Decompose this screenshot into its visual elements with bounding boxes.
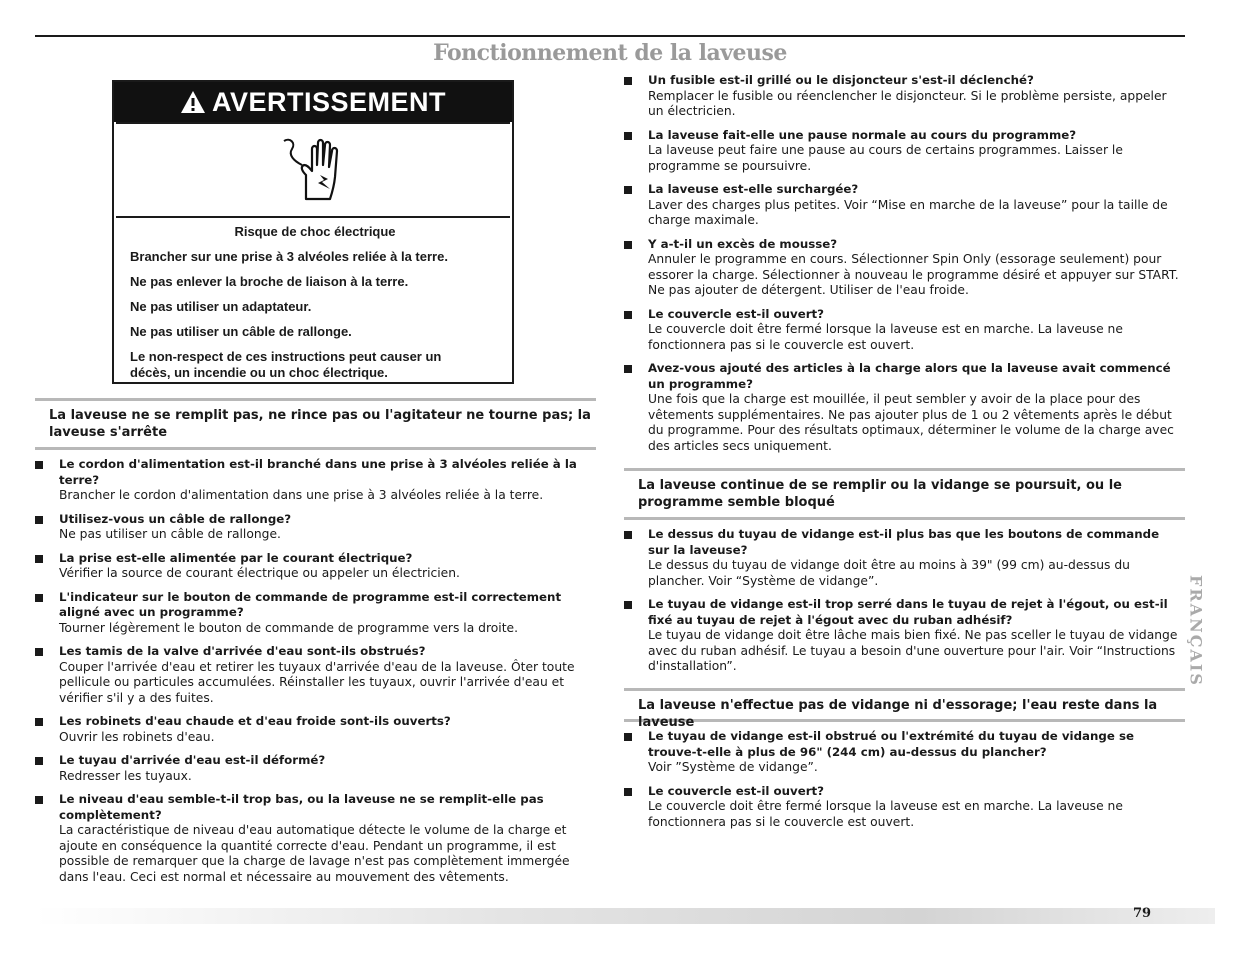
bullet-icon: [35, 718, 43, 726]
section-heading-no-fill: La laveuse ne se remplit pas, ne rince pas ou l'agitateur ne tourne pas; la laveuse s'arrête: [35, 398, 596, 450]
list-item: [624, 527, 1184, 589]
list-item: [624, 361, 1184, 454]
item-question: Le couvercle est-il ouvert?: [648, 783, 825, 798]
section-heading-continues-filling: La laveuse continue de se remplir ou la vidange se poursuit, ou le programme semble bloqué: [624, 468, 1185, 520]
list-item: [624, 128, 1184, 175]
warning-text: [114, 218, 512, 381]
item-answer: La laveuse peut faire une pause au cours de certains programmes. Laisser le programme se poursuivre.: [648, 143, 1123, 173]
item-question: La laveuse fait-elle une pause normale au cours du programme?: [648, 127, 1077, 142]
list-item: [35, 792, 595, 885]
item-question: Le tuyau de vidange est-il obstrué ou l'extrémité du tuyau de vidange se trouve-t-elle à plus de 96" (244 cm) au-dessus du plancher?: [648, 729, 1134, 759]
right-section-2-items: [624, 729, 1184, 838]
bullet-icon: [35, 796, 43, 804]
list-item: [35, 590, 595, 637]
bullet-icon: [624, 601, 632, 609]
item-question: Les tamis de la valve d'arrivée d'eau sont-ils obstrués?: [59, 644, 426, 658]
item-question: Le dessus du tuyau de vidange est-il plus bas que les boutons de commande sur la laveuse?: [648, 527, 1160, 557]
item-question: Les robinets d'eau chaude et d'eau froide sont-ils ouverts?: [59, 714, 451, 728]
item-answer: Remplacer le fusible ou réenclencher le disjoncteur. Si le problème persiste, appeler un électricien.: [648, 88, 1167, 118]
item-question: Avez-vous ajouté des articles à la charge alors que la laveuse avait commencé un programme?: [648, 361, 1171, 391]
warning-line: Ne pas utiliser un câble de rallonge.: [130, 324, 352, 339]
item-answer: Le tuyau de vidange doit être lâche mais bien fixé. Ne pas sceller le tuyau de vidange avec du ruban adhésif. Le tuyau a besoin d'une ouverture pour l'air. Voir “Instructions d'installation”.: [648, 628, 1178, 673]
section-heading-no-drain: La laveuse n'effectue pas de vidange ni d'essorage; l'eau reste dans la laveuse: [624, 688, 1185, 722]
bullet-icon: [624, 77, 632, 85]
item-question: Y a-t-il un excès de mousse?: [648, 236, 838, 251]
bullet-icon: [35, 757, 43, 765]
bullet-icon: [624, 733, 632, 741]
item-question: Le niveau d'eau semble-t-il trop bas, ou la laveuse ne se remplit-elle pas complètement?: [59, 792, 544, 822]
right-section-1-items: [624, 527, 1184, 683]
item-question: Un fusible est-il grillé ou le disjoncteur s'est-il déclenché?: [648, 73, 1034, 87]
item-answer: Annuler le programme en cours. Sélectionner Spin Only (essorage seulement) pour essorer la charge. Sélectionner à nouveau le programme désiré et appuyer sur START. Ne pas ajouter de détergent. Utiliser de l'eau froide.: [648, 252, 1179, 297]
list-item: [624, 729, 1184, 776]
warning-icon-area: [116, 122, 510, 218]
list-item: [35, 512, 595, 543]
item-answer: Une fois que la charge est mouillée, il peut sembler y avoir de la place pour des vêtements supplémentaires. Ne pas ajouter plus de 1 ou 2 vêtements après le début du programme. Pour des résultats optimaux, déterminer le volume de la charge avec des articles secs uniquement.: [648, 392, 1174, 453]
warning-risk: Risque de choc électrique: [234, 224, 396, 239]
list-item: [35, 551, 595, 582]
item-question: Utilisez-vous un câble de rallonge?: [59, 511, 292, 526]
item-answer: Laver des charges plus petites. Voir “Mise en marche de la laveuse” pour la taille de charge maximale.: [648, 197, 1168, 227]
warning-line: Le non-respect de ces instructions peut causer un décès, un incendie ou un choc électrique.: [130, 349, 442, 380]
item-answer: Brancher le cordon d'alimentation dans une prise à 3 alvéoles reliée à la terre.: [59, 488, 544, 502]
bullet-icon: [35, 648, 43, 656]
item-question: Le tuyau de vidange est-il trop serré dans le tuyau de rejet à l'égout, ou est-il fixé au tuyau de rejet à l'égout avec du ruban adhésif?: [648, 597, 1168, 627]
item-answer: Le dessus du tuyau de vidange doit être au moins à 39" (99 cm) au-dessus du plancher. Voir “Système de vidange”.: [648, 558, 1130, 588]
bullet-icon: [624, 241, 632, 249]
language-side-tab: FRANÇAIS: [1186, 575, 1206, 687]
item-question: Le tuyau d'arrivée d'eau est-il déformé?: [59, 753, 326, 767]
item-answer: Ne pas utiliser un câble de rallonge.: [59, 527, 281, 541]
item-question: Le cordon d'alimentation est-il branché dans une prise à 3 alvéoles reliée à la terre?: [59, 457, 577, 487]
list-item: [624, 237, 1184, 299]
bullet-icon: [624, 788, 632, 796]
item-answer: Le couvercle doit être fermé lorsque la laveuse est en marche. La laveuse ne fonctionnera pas si le couvercle est ouvert.: [648, 799, 1123, 829]
page-title: Fonctionnement de la laveuse: [433, 40, 787, 66]
warning-box: [112, 80, 514, 384]
bullet-icon: [624, 531, 632, 539]
item-question: L'indicateur sur le bouton de commande de programme est-il correctement aligné avec un programme?: [59, 589, 562, 619]
item-answer: Voir ”Système de vidange”.: [648, 760, 818, 774]
list-item: [35, 714, 595, 745]
list-item: [624, 597, 1184, 675]
right-top-items: [624, 73, 1184, 462]
warning-title: AVERTISSEMENT: [211, 86, 447, 117]
list-item: [624, 784, 1184, 831]
warning-line: Brancher sur une prise à 3 alvéoles reliée à la terre.: [130, 249, 448, 264]
warning-line: Ne pas utiliser un adaptateur.: [130, 299, 312, 314]
top-rule: [35, 35, 1185, 37]
electric-shock-hand-icon: [280, 135, 346, 205]
left-items: [35, 457, 595, 893]
bottom-gradient-bar: [35, 908, 1215, 924]
bullet-icon: [35, 461, 43, 469]
item-question: La laveuse est-elle surchargée?: [648, 182, 859, 196]
item-answer: Tourner légèrement le bouton de commande de programme vers la droite.: [59, 620, 518, 635]
warning-line: Ne pas enlever la broche de liaison à la terre.: [130, 274, 409, 289]
item-answer: Couper l'arrivée d'eau et retirer les tuyaux d'arrivée d'eau de la laveuse. Ôter toute pellicule ou particules accumulées. Réinstaller les tuyaux, ouvrir l'arrivée d'eau et vérifier s'il y a des fuites.: [59, 659, 575, 705]
item-answer: Ouvrir les robinets d'eau.: [59, 729, 215, 744]
bullet-icon: [624, 186, 632, 194]
list-item: [624, 182, 1184, 229]
list-item: [624, 307, 1184, 354]
item-question: Le couvercle est-il ouvert?: [648, 306, 825, 321]
bullet-icon: [35, 594, 43, 602]
list-item: [35, 457, 595, 504]
bullet-icon: [35, 555, 43, 563]
bullet-icon: [624, 132, 632, 140]
page-number: 79: [1132, 906, 1152, 921]
item-question: La prise est-elle alimentée par le courant électrique?: [59, 550, 413, 565]
item-answer: Vérifier la source de courant électrique ou appeler un électricien.: [59, 566, 460, 580]
item-answer: Redresser les tuyaux.: [59, 768, 192, 783]
warning-header: [114, 82, 512, 122]
list-item: [35, 644, 595, 706]
list-item: [35, 753, 595, 784]
item-answer: Le couvercle doit être fermé lorsque la laveuse est en marche. La laveuse ne fonctionnera pas si le couvercle est ouvert.: [648, 322, 1123, 352]
list-item: [624, 73, 1184, 120]
bullet-icon: [35, 516, 43, 524]
bullet-icon: [624, 365, 632, 373]
item-answer: La caractéristique de niveau d'eau automatique détecte le volume de la charge et ajoute en conséquence la quantité correcte d'eau. Pendant un programme, il est possible de remarquer que la charge de lavage n'est pas complètement immergée dans l'eau. Ceci est normal et nécessaire au mouvement des vêtements.: [59, 823, 570, 884]
warning-triangle-icon: [180, 90, 206, 114]
bullet-icon: [624, 311, 632, 319]
